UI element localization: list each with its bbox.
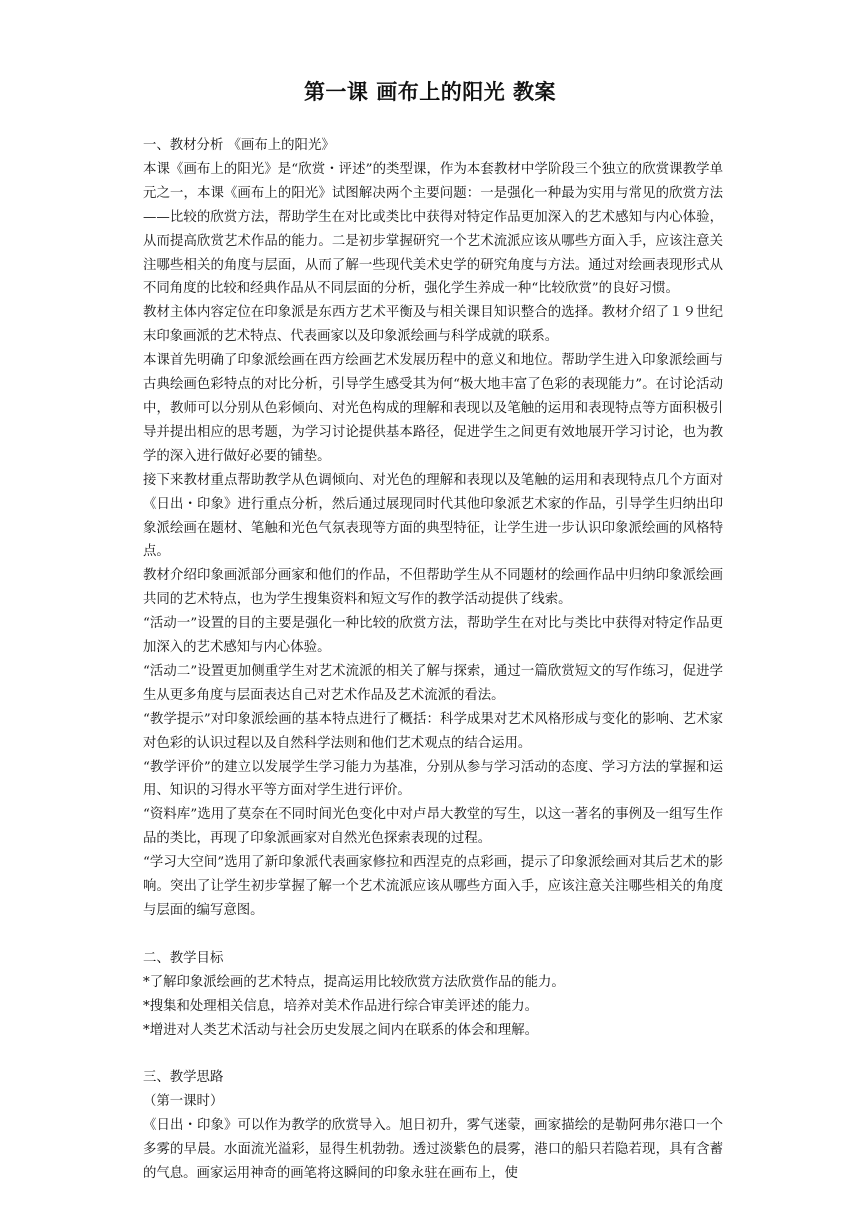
section-heading-teaching-goals: 二、教学目标 (143, 950, 224, 966)
body-paragraph: 《日出・印象》可以作为教学的欣赏导入。旭日初升，雾气迷蒙，画家描绘的是勒阿弗尔港口一个多雾的早晨。水面流光溢彩，显得生机勃勃。透过淡紫色的晨雾，港口的船只若隐若现，具有含蓄的气息。画家运用神奇的画笔将这瞬间的印象永驻在画布上，使 (143, 1118, 723, 1181)
body-paragraph: 接下来教材重点帮助教学从色调倾向、对光色的理解和表现以及笔触的运用和表现特点几个方面对《日出・印象》进行重点分析，然后通过展现同时代其他印象派艺术家的作品，引导学生归纳出印象派绘画在题材、笔触和光色气氛表现等方面的典型特征，让学生进一步认识印象派绘画的风格特点。 (143, 472, 723, 560)
lesson-period-label: （第一课时） (143, 1094, 224, 1110)
document-body (143, 134, 723, 1186)
document-title: 第一课 画布上的阳光 教案 (303, 80, 557, 104)
body-paragraph: “活动二”设置更加侧重学生对艺术流派的相关了解与探索，通过一篇欣赏短文的写作练习，促进学生从更多角度与层面表达自己对艺术作品及艺术流派的看法。 (143, 663, 723, 703)
body-paragraph: 教材主体内容定位在印象派是东西方艺术平衡及与相关课目知识整合的选择。教材介绍了１９世纪末印象画派的艺术特点、代表画家以及印象派绘画与科学成就的联系。 (143, 305, 723, 345)
body-paragraph: “教学评价”的建立以发展学生学习能力为基准，分别从参与学习活动的态度、学习方法的掌握和运用、知识的习得水平等方面对学生进行评价。 (143, 759, 723, 799)
body-paragraph: 本课首先明确了印象派绘画在西方绘画艺术发展历程中的意义和地位。帮助学生进入印象派绘画与古典绘画色彩特点的对比分析，引导学生感受其为何“极大地丰富了色彩的表现能力”。在讨论活动中，教师可以分别从色彩倾向、对光色构成的理解和表现以及笔触的运用和表现特点等方面积极引导并提出相应的思考题，为学习讨论提供基本路径，促进学生之间更有效地展开学习讨论，也为教学的深入进行做好必要的铺垫。 (143, 353, 723, 464)
body-paragraph: 本课《画布上的阳光》是“欣赏・评述”的类型课，作为本套教材中学阶段三个独立的欣赏课教学单元之一，本课《画布上的阳光》试图解决两个主要问题：一是强化一种最为实用与常见的欣赏方法——比较的欣赏方法，帮助学生在对比或类比中获得对特定作品更加深入的艺术感知与内心体验，从而提高欣赏艺术作品的能力。二是初步掌握研究一个艺术流派应该从哪些方面入手，应该注意关注哪些相关的角度与层面，从而了解一些现代美术史学的研究角度与方法。通过对绘画表现形式从不同角度的比较和经典作品从不同层面的分析，强化学生养成一种“比较欣赏”的良好习惯。 (143, 161, 723, 297)
body-paragraph: “教学提示”对印象派绘画的基本特点进行了概括：科学成果对艺术风格形成与变化的影响、艺术家对色彩的认识过程以及自然科学法则和他们艺术观点的结合运用。 (143, 711, 723, 751)
paragraph-spacer (143, 1042, 723, 1066)
goal-item: *增进对人类艺术活动与社会历史发展之间内在联系的体会和理解。 (143, 1022, 539, 1038)
goal-item: *了解印象派绘画的艺术特点，提高运用比较欣赏方法欣赏作品的能力。 (143, 974, 565, 990)
paragraph-spacer (143, 923, 723, 947)
body-paragraph: “学习大空间”选用了新印象派代表画家修拉和西涅克的点彩画，提示了印象派绘画对其后艺术的影响。突出了让学生初步掌握了解一个艺术流派应该从哪些方面入手，应该注意关注哪些相关的角度与层面的编写意图。 (143, 855, 723, 918)
section-heading-teaching-ideas: 三、教学思路 (143, 1070, 224, 1086)
section-heading-material-analysis: 一、教材分析 《画布上的阳光》 (143, 138, 335, 153)
body-paragraph: “活动一”设置的目的主要是强化一种比较的欣赏方法，帮助学生在对比与类比中获得对特定作品更加深入的艺术感知与内心体验。 (143, 616, 723, 656)
goal-item: *搜集和处理相关信息，培养对美术作品进行综合审美评述的能力。 (143, 998, 539, 1014)
body-paragraph: “资料库”选用了莫奈在不同时间光色变化中对卢昂大教堂的写生，以这一著名的事例及一组写生作品的类比，再现了印象派画家对自然光色探索表现的过程。 (143, 807, 723, 847)
body-paragraph: 教材介绍印象画派部分画家和他们的作品，不但帮助学生从不同题材的绘画作品中归纳印象派绘画共同的艺术特点，也为学生搜集资料和短文写作的教学活动提供了线索。 (143, 568, 723, 608)
